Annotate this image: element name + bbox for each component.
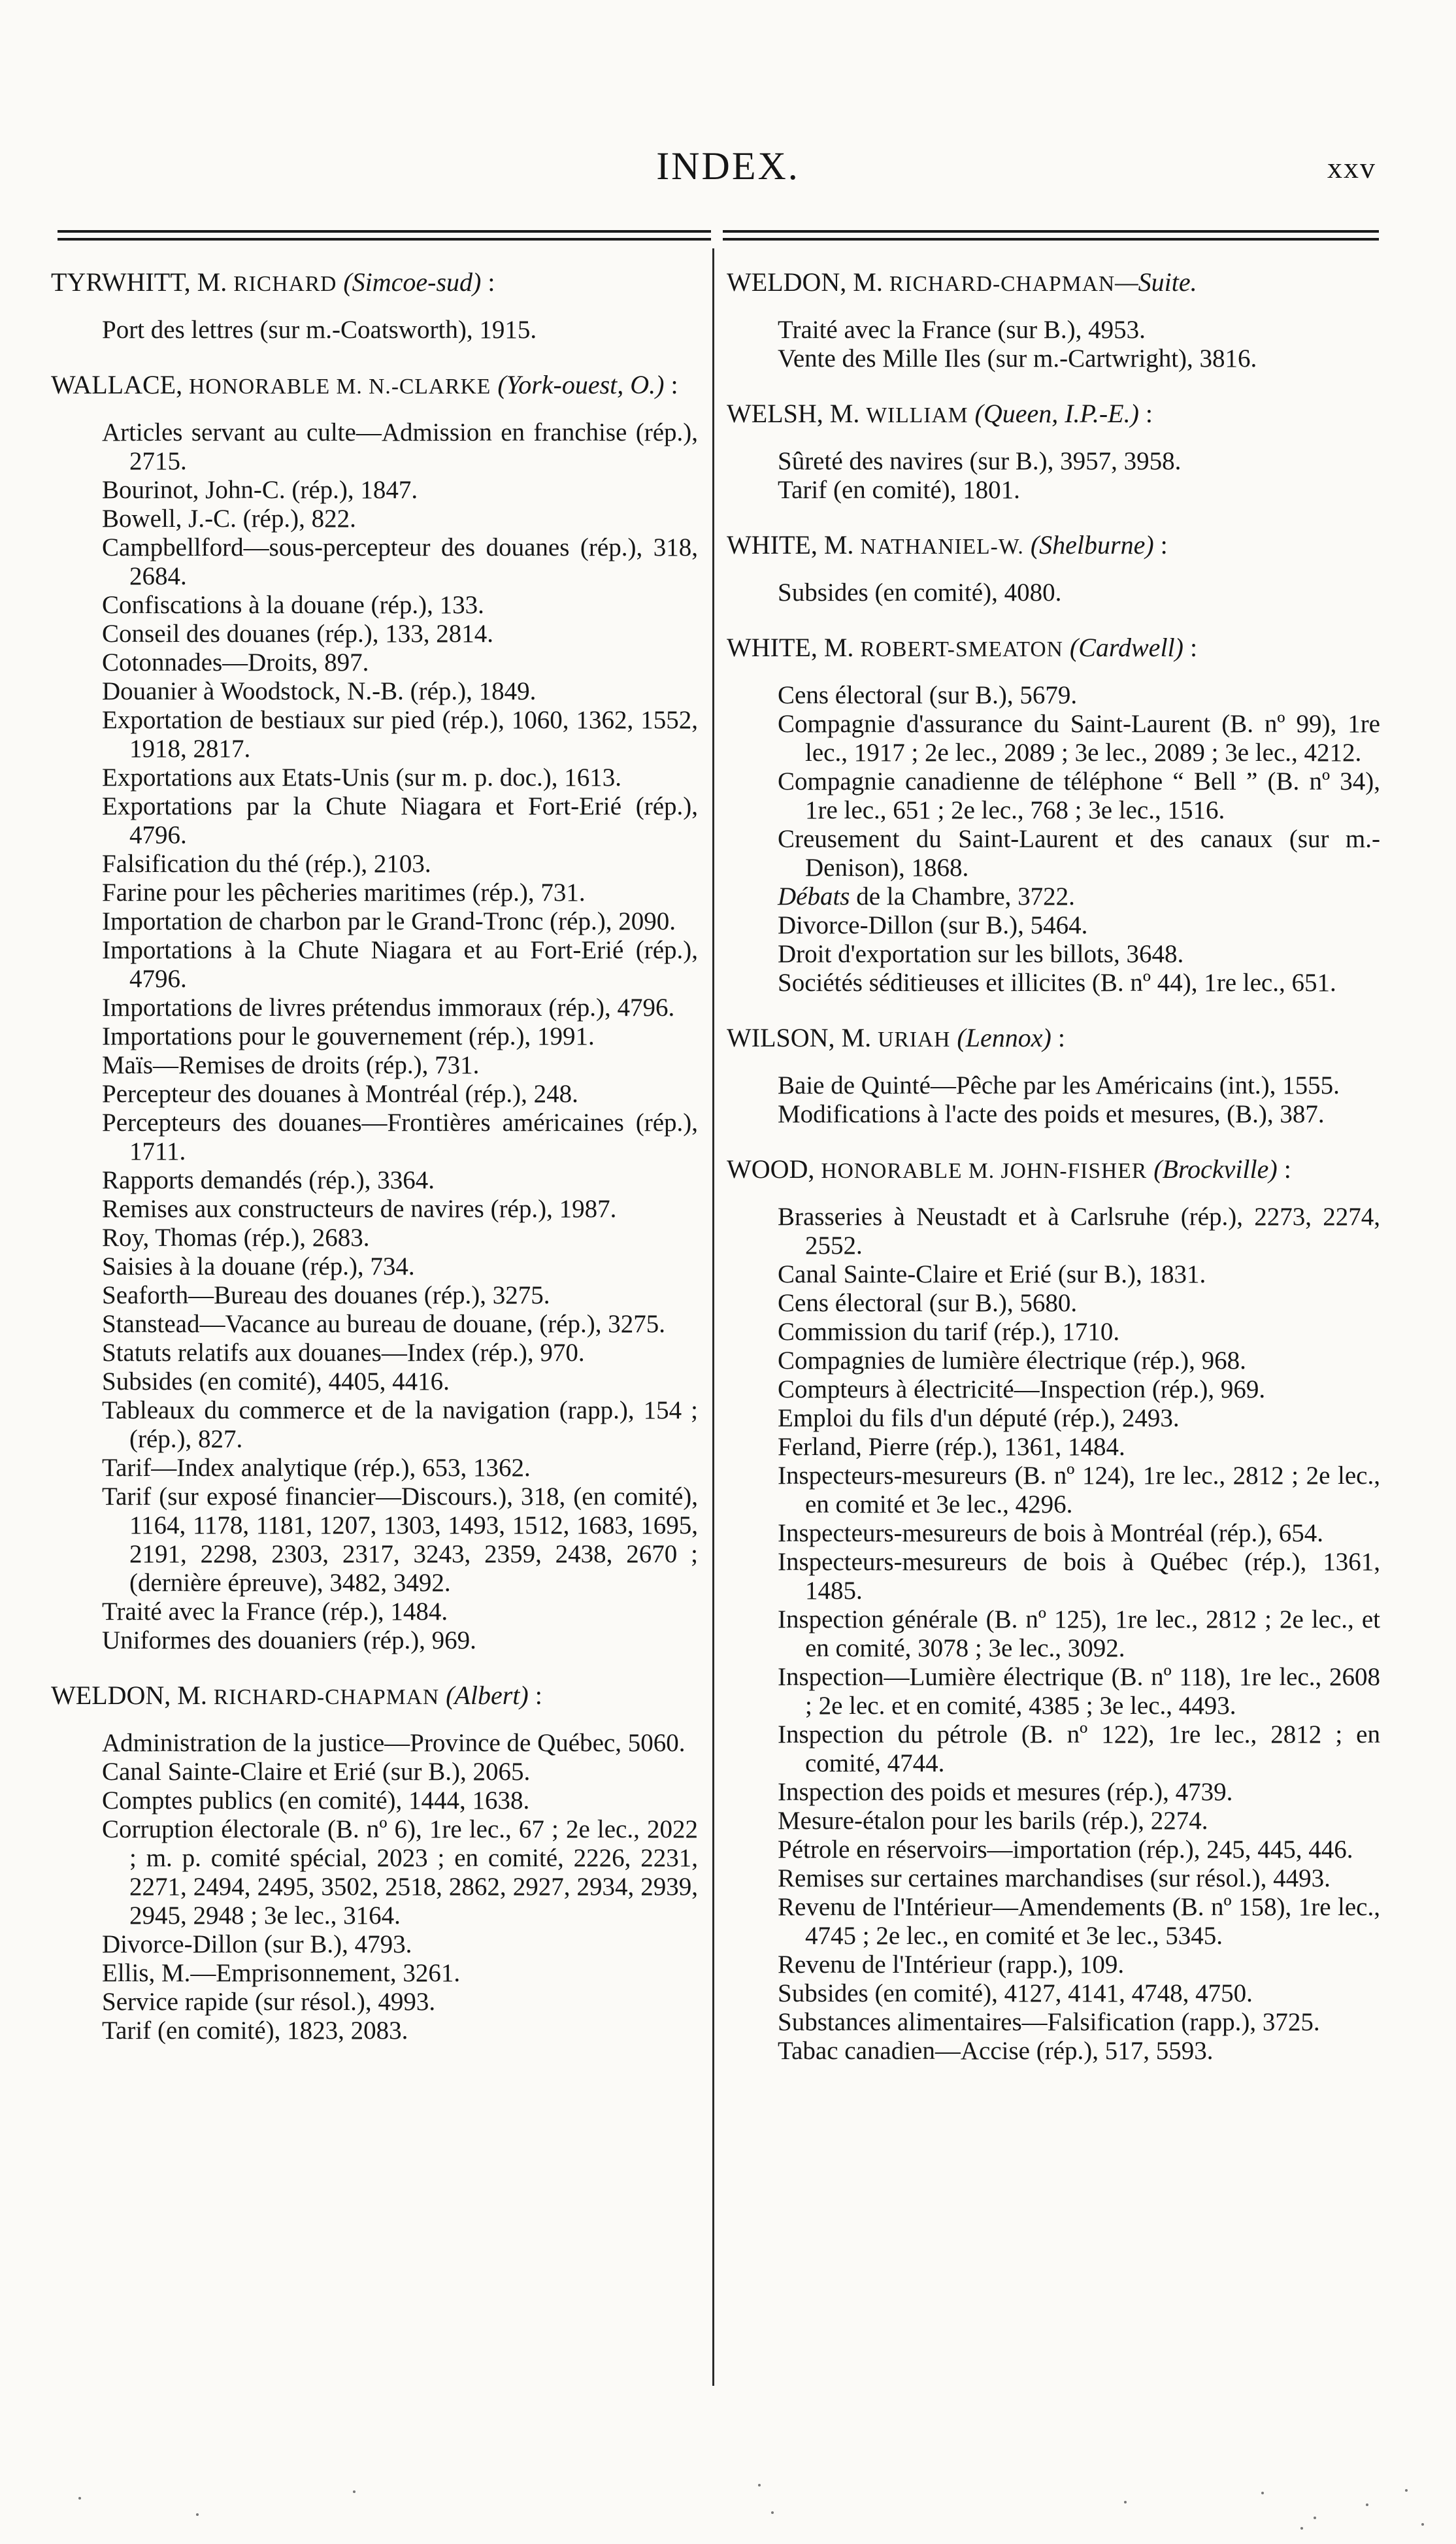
index-item: Importations de livres prétendus immoraux (rép.), 4796. [102,994,675,1022]
index-entry [51,371,698,1655]
index-item: Exportation de bestiaux sur pied (rép.), 1060, 1362, 1552, 1918, 2817. [102,706,698,763]
index-entry [727,1155,1380,2066]
index-item: Revenu de l'Intérieur (rapp.), 109. [778,1950,1125,1979]
index-item: Creusement du Saint-Laurent et des canaux (sur m.-Denison), 1868. [778,825,1380,882]
index-item: Commission du tarif (rép.), 1710. [778,1318,1120,1346]
left-column [51,268,698,2071]
entry-given-name: RICHARD-CHAPMAN [889,272,1116,296]
entry-suffix: : [1051,1023,1065,1052]
index-entry [727,633,1380,997]
entry-given-name: ROBERT-SMEATON [860,637,1063,661]
paper-speck [1366,2503,1368,2506]
index-item: Seaforth—Bureau des douanes (rép.), 3275. [102,1281,550,1309]
paper-speck [196,2513,199,2516]
index-item: Confiscations à la douane (rép.), 133. [102,591,484,619]
entry-heading [727,268,1380,299]
index-item: Brasseries à Neustadt et à Carlsruhe (rép.), 2273, 2274, 2552. [778,1203,1380,1260]
index-item: Compteurs à électricité—Inspection (rép.), 969. [778,1375,1266,1403]
entry-given-name: NATHANIEL-W. [860,535,1024,559]
entry-given-name: RICHARD-CHAPMAN [213,1685,440,1709]
entry-suffix: : [1138,399,1153,428]
index-item: Corruption électorale (B. nº 6), 1re lec., 67 ; 2e lec., 2022 ; m. p. comité spécial, 2023 ; en comité, 2226, 2231, 2271, 2494, 2495, 3502, 2518, 2862, 2927, 2934, 2939, 2945, 2948 ; 3e lec., 3164. [102,1815,698,1930]
entry-surname: WELDON, M. [727,267,889,297]
index-item: Importations pour le gouvernement (rép.), 1991. [102,1022,595,1050]
page-number: xxv [1327,151,1376,184]
index-item: Maïs—Remises de droits (rép.), 731. [102,1051,480,1079]
index-item: Subsides (en comité), 4080. [778,578,1062,607]
entry-given-name: RICHARD [233,272,337,296]
right-column [727,268,1380,2092]
index-item: Débats de la Chambre, 3722. [778,882,1075,911]
index-item: Modifications à l'acte des poids et mesures, (B.), 387. [778,1100,1325,1128]
index-item: Sûreté des navires (sur B.), 3957, 3958. [778,447,1182,475]
entry-riding: (Simcoe-sud) [343,267,482,297]
entry-suffix: : [664,370,678,399]
entry-heading [51,1681,698,1712]
paper-speck [78,2497,81,2500]
index-entry [727,399,1380,505]
index-item: Tarif (sur exposé financier—Discours.), 318, (en comité), 1164, 1178, 1181, 1207, 1303, 1493, 1512, 1683, 1695, 2191, 2298, 2303, 2317, 3243, 2359, 2438, 2670 ; (dernière épreuve), 3482, 3492. [102,1482,698,1597]
index-item: Port des lettres (sur m.-Coatsworth), 1915. [102,316,537,344]
entry-riding: (Lennox) [957,1023,1051,1052]
header-double-rule [58,230,1379,247]
index-entry [51,268,698,344]
paper-speck [1261,2492,1264,2494]
index-item: Vente des Mille Iles (sur m.-Cartwright), 3816. [778,344,1257,373]
index-item: Inspecteurs-mesureurs de bois à Montréal (rép.), 654. [778,1519,1323,1547]
index-item: Inspection du pétrole (B. nº 122), 1re lec., 2812 ; en comité, 4744. [778,1720,1380,1777]
index-item: Inspecteurs-mesureurs (B. nº 124), 1re lec., 2812 ; 2e lec., en comité et 3e lec., 4296. [778,1462,1380,1518]
index-item: Service rapide (sur résol.), 4993. [102,1988,436,2016]
index-item: Inspection générale (B. nº 125), 1re lec., 2812 ; 2e lec., et en comité, 3078 ; 3e lec., 3092. [778,1605,1380,1662]
index-item: Ellis, M.—Emprisonnement, 3261. [102,1959,461,1987]
index-item: Exportations aux Etats-Unis (sur m. p. doc.), 1613. [102,763,622,792]
index-item: Baie de Quinté—Pêche par les Américains (int.), 1555. [778,1071,1340,1099]
index-item: Saisies à la douane (rép.), 734. [102,1252,415,1280]
entry-riding: —Suite. [1115,267,1197,297]
index-item: Percepteur des douanes à Montréal (rép.), 248. [102,1080,578,1108]
index-item: Revenu de l'Intérieur—Amendements (B. nº 158), 1re lec., 4745 ; 2e lec., en comité et 3e lec., 5345. [778,1893,1380,1950]
index-item: Statuts relatifs aux douanes—Index (rép.), 970. [102,1339,585,1367]
index-item: Rapports demandés (rép.), 3364. [102,1166,435,1194]
index-entry [51,1681,698,2045]
index-item: Cotonnades—Droits, 897. [102,648,369,677]
index-item: Administration de la justice—Province de Québec, 5060. [102,1729,686,1757]
entry-riding: (Brockville) [1153,1154,1278,1184]
index-entry [727,531,1380,607]
index-item: Tabac canadien—Accise (rép.), 517, 5593. [778,2037,1214,2065]
index-item: Subsides (en comité), 4127, 4141, 4748, 4750. [778,1979,1253,2007]
index-item: Traité avec la France (rép.), 1484. [102,1598,448,1626]
index-item: Divorce-Dillon (sur B.), 5464. [778,911,1088,939]
index-item: Compagnie d'assurance du Saint-Laurent (B. nº 99), 1re lec., 1917 ; 2e lec., 2089 ; 3e lec., 2089 ; 3e lec., 4212. [778,710,1380,767]
italic-term: Débats [778,882,850,911]
rule-line [723,230,1379,233]
paper-speck [1421,2523,1424,2526]
index-item: Droit d'exportation sur les billots, 3648. [778,940,1184,968]
entry-heading [727,531,1380,561]
entry-surname: WILSON, M. [727,1023,878,1052]
entry-surname: WELSH, M. [727,399,867,428]
index-item: Douanier à Woodstock, N.-B. (rép.), 1849. [102,677,537,705]
index-item: Comptes publics (en comité), 1444, 1638. [102,1786,530,1815]
entry-given-name: HONORABLE M. JOHN-FISHER [821,1159,1148,1183]
entry-surname: WOOD, [727,1154,821,1184]
index-item: Roy, Thomas (rép.), 2683. [102,1224,370,1252]
entry-riding: (York-ouest, O.) [497,370,665,399]
index-item: Cens électoral (sur B.), 5680. [778,1289,1078,1317]
entry-heading [727,633,1380,664]
index-item: Importation de charbon par le Grand-Tronc (rép.), 2090. [102,907,676,935]
index-item: Bowell, J.-C. (rép.), 822. [102,505,356,533]
paper-speck [1300,2527,1303,2530]
entry-surname: WELDON, M. [51,1681,214,1710]
entry-riding: (Shelburne) [1030,530,1154,560]
index-item: Uniformes des douaniers (rép.), 969. [102,1626,476,1654]
entry-given-name: WILLIAM [866,403,968,427]
index-entry [727,1024,1380,1129]
index-item: Importations à la Chute Niagara et au Fort-Erié (rép.), 4796. [102,936,698,993]
entry-riding: (Albert) [446,1681,529,1710]
index-item: Conseil des douanes (rép.), 133, 2814. [102,620,493,648]
index-item: Substances alimentaires—Falsification (rapp.), 3725. [778,2008,1320,2036]
index-item: Stanstead—Vacance au bureau de douane, (rép.), 3275. [102,1310,665,1338]
index-item: Tableaux du commerce et de la navigation (rapp.), 154 ; (rép.), 827. [102,1396,698,1453]
entry-suffix: : [1277,1154,1291,1184]
entry-heading [51,268,698,299]
index-item: Bourinot, John-C. (rép.), 1847. [102,476,418,504]
entry-given-name: HONORABLE M. N.-CLARKE [189,375,491,399]
entry-riding: (Cardwell) [1069,633,1183,662]
index-item: Exportations par la Chute Niagara et Fort-Erié (rép.), 4796. [102,792,698,849]
rule-line [723,238,1379,241]
index-item: Compagnie canadienne de téléphone “ Bell ” (B. nº 34), 1re lec., 651 ; 2e lec., 768 ; 3e lec., 1516. [778,767,1380,824]
index-item: Remises aux constructeurs de navires (rép.), 1987. [102,1195,617,1223]
entry-heading [51,371,698,401]
index-entry [727,268,1380,373]
entry-suffix: : [481,267,495,297]
index-item: Tarif (en comité), 1801. [778,476,1020,504]
index-item: Remises sur certaines marchandises (sur résol.), 4493. [778,1864,1331,1892]
entry-heading [727,1155,1380,1186]
index-item: Tarif (en comité), 1823, 2083. [102,2017,408,2045]
index-item: Farine pour les pêcheries maritimes (rép.), 731. [102,879,586,907]
paper-speck [1124,2501,1127,2503]
index-item: Canal Sainte-Claire et Erié (sur B.), 2065. [102,1758,531,1786]
index-item: Mesure-étalon pour les barils (rép.), 2274. [778,1807,1208,1835]
entry-heading [727,399,1380,430]
entry-surname: WALLACE, [51,370,190,399]
entry-suffix: : [1153,530,1168,560]
entry-surname: WHITE, M. [727,530,861,560]
index-item: Pétrole en réservoirs—importation (rép.), 245, 445, 446. [778,1835,1353,1864]
entry-given-name: URIAH [878,1028,951,1052]
rule-line [58,238,711,241]
paper-speck [758,2484,761,2486]
rule-line [58,230,711,233]
entry-suffix: : [1183,633,1198,662]
index-item: Compagnies de lumière électrique (rép.), 968. [778,1347,1246,1375]
index-item: Sociétés séditieuses et illicites (B. nº 44), 1re lec., 651. [778,969,1336,997]
page-title: INDEX. [656,144,800,188]
entry-suffix: : [528,1681,542,1710]
entry-surname: TYRWHITT, M. [51,267,234,297]
index-item: Tarif—Index analytique (rép.), 653, 1362. [102,1454,531,1482]
index-item: Traité avec la France (sur B.), 4953. [778,316,1146,344]
index-item: Subsides (en comité), 4405, 4416. [102,1367,450,1396]
entry-riding: (Queen, I.P.-E.) [974,399,1139,428]
index-item: Cens électoral (sur B.), 5679. [778,681,1078,709]
entry-heading [727,1024,1380,1054]
paper-speck [771,2511,774,2514]
page-header [0,144,1456,196]
index-item: Inspection des poids et mesures (rép.), 4739. [778,1778,1233,1806]
index-item: Emploi du fils d'un député (rép.), 2493. [778,1404,1180,1432]
index-item: Percepteurs des douanes—Frontières américaines (rép.), 1711. [102,1109,698,1165]
paper-speck [1405,2489,1408,2492]
paper-speck [1314,2517,1316,2519]
index-item: Campbellford—sous-percepteur des douanes (rép.), 318, 2684. [102,533,698,590]
paper-speck [353,2490,356,2493]
index-item: Canal Sainte-Claire et Erié (sur B.), 1831. [778,1260,1206,1288]
index-item: Inspecteurs-mesureurs de bois à Québec (rép.), 1361, 1485. [778,1548,1380,1605]
index-item: Articles servant au culte—Admission en franchise (rép.), 2715. [102,418,698,475]
index-item: Inspection—Lumière électrique (B. nº 118), 1re lec., 2608 ; 2e lec. et en comité, 4385 ; 3e lec., 4493. [778,1663,1380,1720]
index-item: Ferland, Pierre (rép.), 1361, 1484. [778,1433,1125,1461]
column-divider [712,248,714,2386]
index-item: Divorce-Dillon (sur B.), 4793. [102,1930,412,1958]
index-item: Falsification du thé (rép.), 2103. [102,850,431,878]
entry-surname: WHITE, M. [727,633,861,662]
